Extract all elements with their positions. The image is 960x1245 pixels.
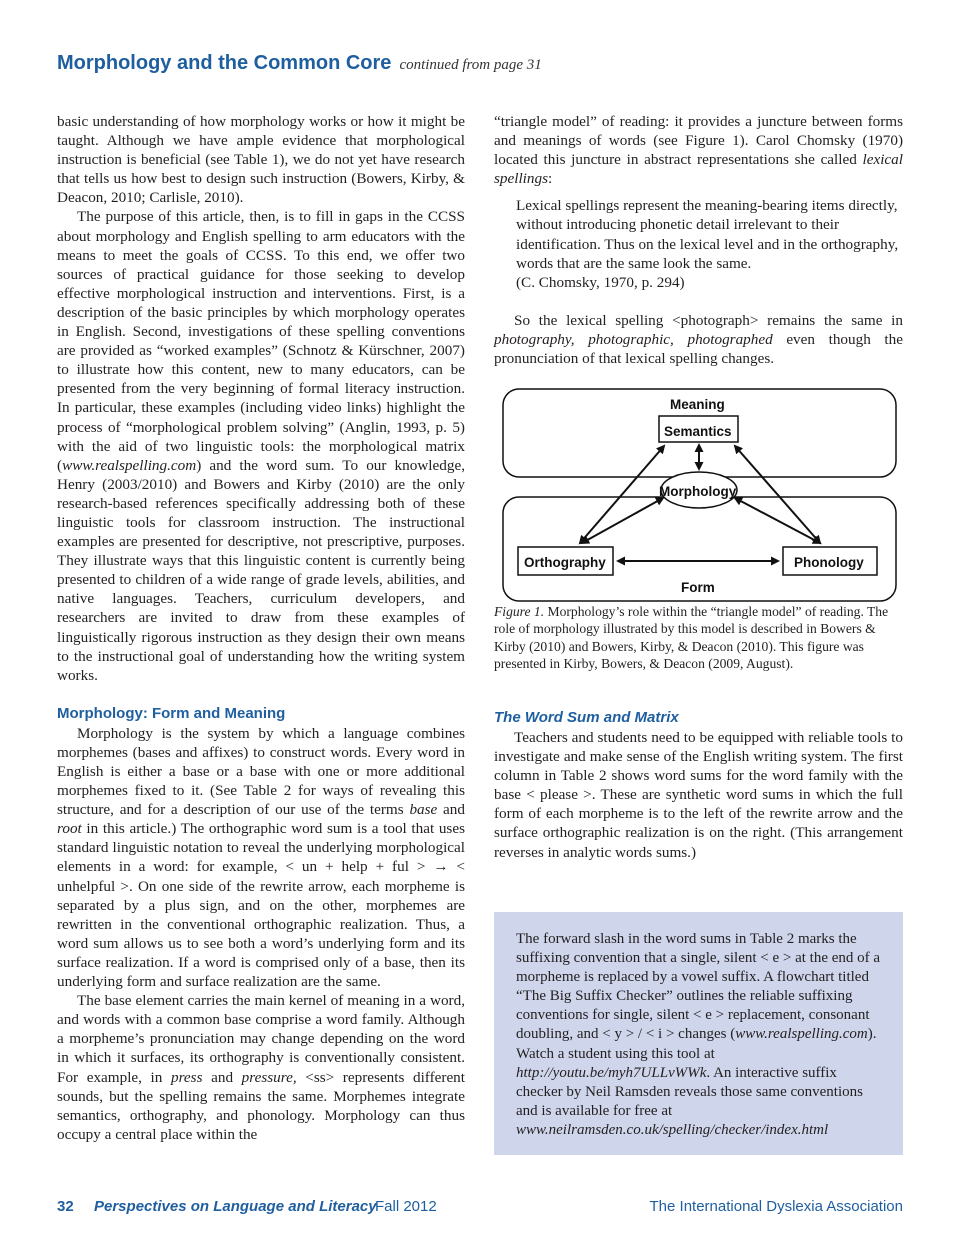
paragraph: The base element carries the main kernel of meaning in a word, and words with a common base comprise a word family. Although a morpheme’s pronunciation may change depending on the word in which it surfaces, its orthography is conventionally consistent. For example, in press and pressure, <ss> represents different sounds, but the spelling remains the same. Morphemes integrate semantics, orthography, and phonology. Morphology can thus occupy a central place within the (57, 992, 465, 1143)
sidebar-box (494, 912, 903, 1155)
paragraph: “triangle model” of reading: it provides a juncture between forms and meanings of words (see Figure 1). Carol Chomsky (1970) located this juncture in abstract representations she called lexical spellings: (494, 113, 903, 188)
arrow-phonology-morphology (735, 498, 820, 543)
paragraph: Morphology is the system by which a language combines morphemes (bases and affixes) to construct words. Every word in English is either a base or a base with one or more additional morphemes fixed to it. (See Table 2 for ways of revealing this structure, and for a description of our use of the terms base and root in this article.) The orthographic word sum is a tool that uses standard linguistic notation to reveal the underlying morphological elements in a word: for example, < un + help + ful > → < unhelpful >. On one side of the rewrite arrow, each morpheme is separated by a plus sign, and on the other, morphemes are rewritten in the conventional orthographic realization. Thus, a word sum allows us to see both a word’s underlying form and its surface realization. If a word is comprised only of a base, then its underlying form and surface realization are the same. (57, 724, 465, 991)
form-label: Form (681, 580, 715, 596)
paragraph: So the lexical spelling <photograph> remains the same in photography, photographic, photographed even though the pronunciation of that lexical spelling changes. (494, 311, 903, 368)
triangle-model-figure (502, 388, 898, 603)
morphology-label: Morphology (659, 484, 737, 500)
right-column (494, 112, 903, 862)
arrow-orthography-morphology (582, 498, 663, 543)
paragraph: basic understanding of how morphology works or how it might be taught. Although we have ample evidence that morphological instruction is beneficial (see Table 1), we do not yet have research that tells us how best to design such instruction (Bowers, Kirby, & Deacon, 2010; Carlisle, 2010). (57, 113, 465, 207)
journal-title: Perspectives on Language and Literacy (94, 1198, 377, 1215)
meaning-label: Meaning (670, 397, 725, 413)
quote-citation: (C. Chomsky, 1970, p. 294) (516, 273, 685, 291)
arrow-orthography-semantics (580, 446, 664, 543)
link-realspelling[interactable]: www.realspelling.com (62, 456, 197, 474)
figure-caption: Figure 1. Morphology’s role within the “triangle model” of reading. The role of morphology illustrated by this model is described in Bowers & Kirby (2010) and Bowers, Kirby, & Deacon (2010). This figure was presented in Kirby, Bowers, & Deacon (2009, August). (494, 604, 889, 671)
article-title: Morphology and the Common Core (57, 52, 392, 74)
section-heading-form-meaning: Morphology: Form and Meaning (57, 704, 286, 722)
page-header (57, 52, 542, 75)
continued-note: continued from page 31 (399, 57, 542, 73)
left-column (57, 112, 465, 1144)
block-quote: Lexical spellings represent the meaning-bearing items directly, without introducing phonetic detail irrelevant to their identification. Thus on the lexical level and in the orthography, words that are the same look the same. (C. Chomsky, 1970, p. 294) (516, 196, 903, 291)
link-suffix-checker[interactable]: www.neilramsden.co.uk/spelling/checker/index.html (516, 1121, 829, 1138)
paragraph: The purpose of this article, then, is to fill in gaps in the CCSS about morphology and English spelling to arm educators with the means to meet the goals of CCSS. To this end, we offer two sources of practical guidance for those seeking to develop effective morphological instruction and interventions. First, is a description of the basic principles by which morphology operates in English. Second, investigations of these spelling conventions are provided as “worked examples” (Schnotz & Kürschner, 2007) to illustrate how this content, new to many educators, can be presented from the very beginning of formal literacy instruction. In particular, these examples (including video links) highlight the process of “morphological problem solving” (Anglin, 1993, p. 5) with the aid of two linguistic tools: the morphological matrix (www.realspelling.com) and the word sum. To our knowledge, Henry (2003/2010) and Bowers and Kirby (2010) are the only research-based references specifically addressing both of these linguistic tools for classroom instruction. The instructional examples are presented for descriptive, not prescriptive, purposes. They illustrate ways that this linguistic content is currently being presented to children of a wide range of grade levels, abilities, and native languages. Teachers, curriculum developers, and researchers are invited to draw from these examples of linguistically rigorous instruction as they design their own means to the instructional goal of understanding how the writing system works. (57, 208, 465, 684)
issue-date: Fall 2012 (375, 1198, 437, 1215)
orthography-label: Orthography (524, 555, 606, 571)
link-youtube-video[interactable]: http://youtu.be/myh7ULLvWWk (516, 1064, 707, 1081)
semantics-label: Semantics (664, 424, 732, 440)
phonology-label: Phonology (794, 555, 864, 571)
link-realspelling[interactable]: www.realspelling.com (735, 1026, 868, 1043)
page-footer (57, 1198, 903, 1220)
section-heading-word-sum: The Word Sum and Matrix (494, 708, 679, 726)
sidebar-text: The forward slash in the word sums in Table 2 marks the suffixing convention that a single, silent < e > at the end of a morpheme is replaced by a vowel suffix. A flowchart titled “The Big Suffix Checker” outlines the reliable suffixing conventions for single, silent < e > replacement, consonant doubling, and < y > / < i > changes (www.realspelling.com). Watch a student using this tool at http://youtu.be/myh7ULLvWWk. An interactive suffix checker by Neil Ramsden reveals those same conventions and is available for free at www.neilramsden.co.uk/spelling/checker/index.html (516, 931, 881, 1138)
page-number: 32 (57, 1198, 74, 1215)
paragraph: Teachers and students need to be equipped with reliable tools to investigate and make sense of the English writing system. The first column in Table 2 shows word sums for the word family with the base < please >. These are synthetic word sums in which the full form of each morpheme is to the left of the rewrite arrow and the surface orthographic realization is on the right. (This arrangement reverses in analytic words sums.) (494, 728, 903, 861)
arrow-phonology-semantics (735, 446, 820, 543)
organization-name: The International Dyslexia Association (649, 1198, 903, 1215)
